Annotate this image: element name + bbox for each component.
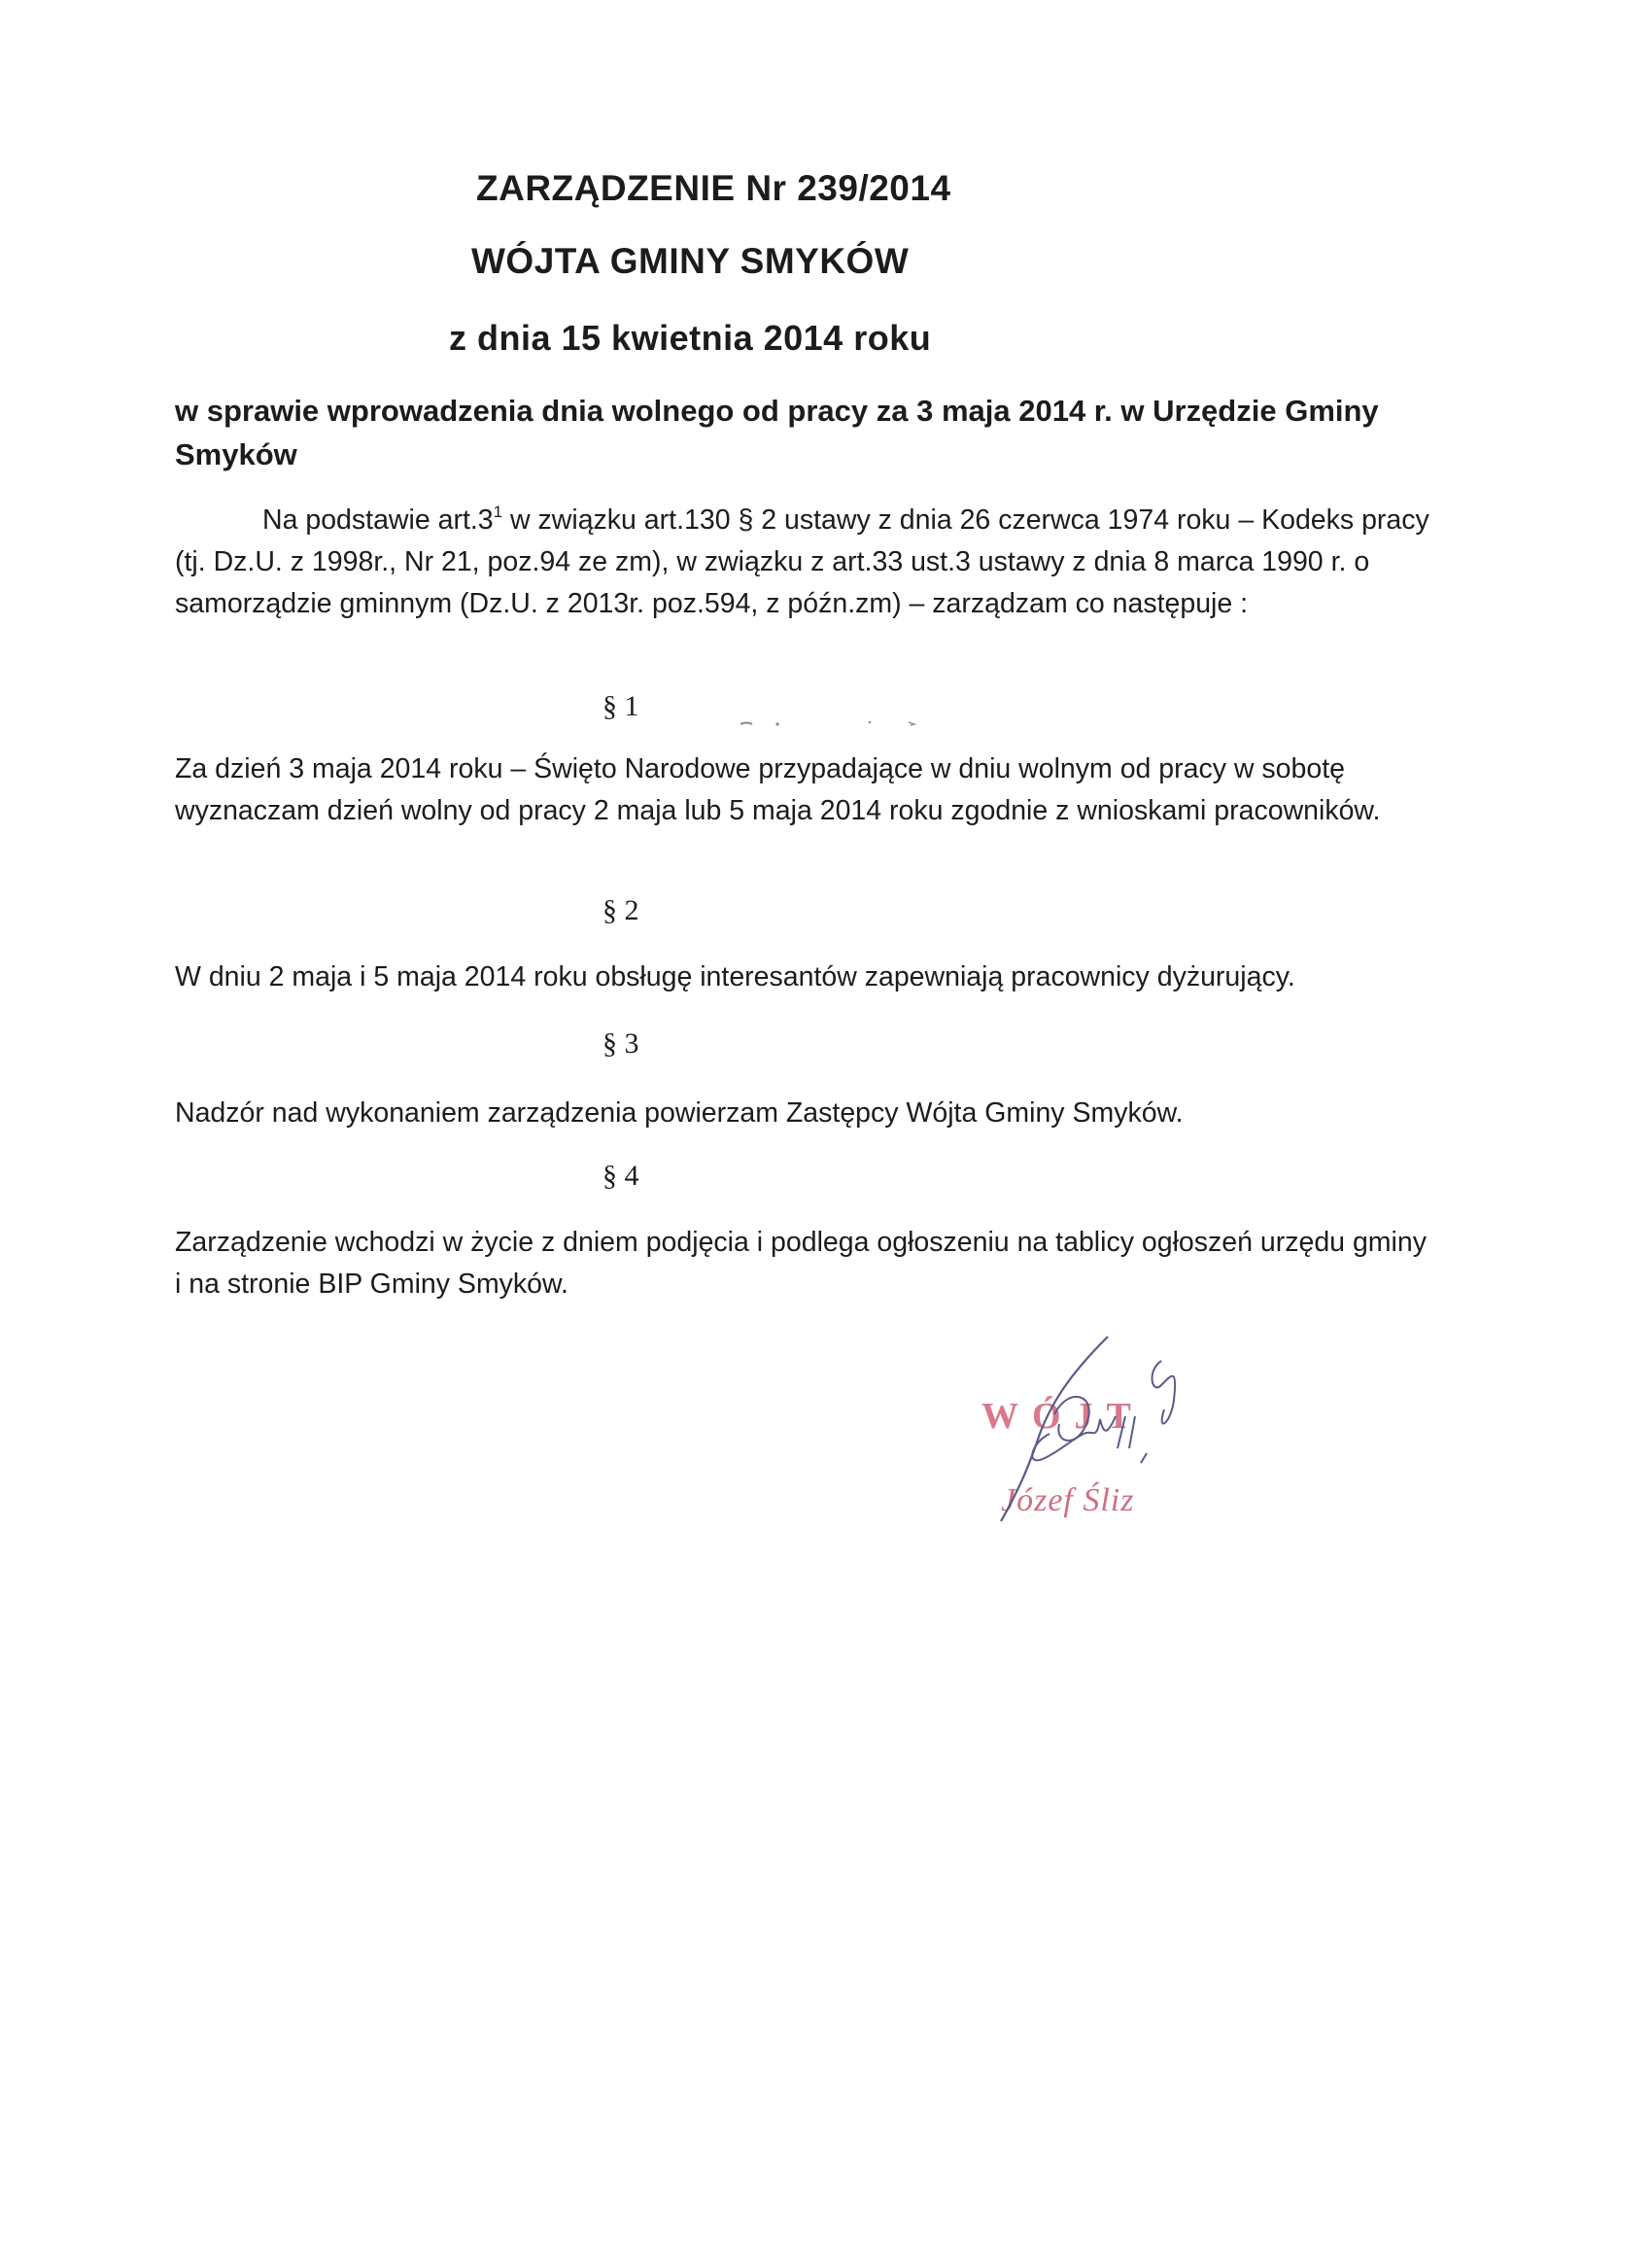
document-authority: WÓJTA GMINY SMYKÓW <box>471 241 910 281</box>
stamp-title: WÓJT <box>981 1396 1145 1437</box>
stamp-name: Józef Śliz <box>1001 1482 1135 1518</box>
document-subject: w sprawie wprowadzenia dnia wolnego od pracy za 3 maja 2014 r. w Urzędzie Gminy Smyków <box>175 394 1379 471</box>
preamble-part1: Na podstawie art.3 <box>262 504 494 536</box>
preamble-part2: w związku art.130 § 2 ustawy z dnia 26 czerwca 1974 roku – Kodeks pracy (tj. Dz.U. z 1998r., Nr 21, poz.94 ze zm), w związku z art.33 ust.3 ustawy z dnia 8 marca 1990 r. o samorządzie gminnym (Dz.U. z 2013r. poz.594, z późn.zm) – zarządzam co następuje : <box>175 504 1429 619</box>
section-3-heading: § 3 <box>602 1027 639 1060</box>
document-title: ZARZĄDZENIE Nr 239/2014 <box>476 168 951 208</box>
section-4-heading: § 4 <box>602 1160 639 1192</box>
section-3-text: Nadzór nad wykonaniem zarządzenia powierzam Zastępcy Wójta Gminy Smyków. <box>175 1097 1184 1129</box>
document-date: z dnia 15 kwietnia 2014 roku <box>449 318 932 358</box>
section-1-heading: § 1 <box>602 690 639 722</box>
section-4-text: Zarządzenie wchodzi w życie z dniem podjęcia i podlega ogłoszeniu na tablicy ogłoszeń urzędu gminy i na stronie BIP Gminy Smyków. <box>175 1227 1427 1300</box>
section-1-text: Za dzień 3 maja 2014 roku – Święto Narodowe przypadające w dniu wolnym od pracy w sobotę wyznaczam dzień wolny od pracy 2 maja lub 5 maja 2014 roku zgodnie z wnioskami pracowników. <box>175 753 1381 826</box>
scan-specks <box>739 714 933 734</box>
section-2-heading: § 2 <box>602 894 639 926</box>
section-2-text: W dniu 2 maja i 5 maja 2014 roku obsługę interesantów zapewniają pracownicy dyżurujący. <box>175 961 1295 992</box>
handwritten-signature <box>962 1327 1224 1531</box>
preamble-superscript: 1 <box>493 503 503 521</box>
preamble <box>175 500 1438 625</box>
